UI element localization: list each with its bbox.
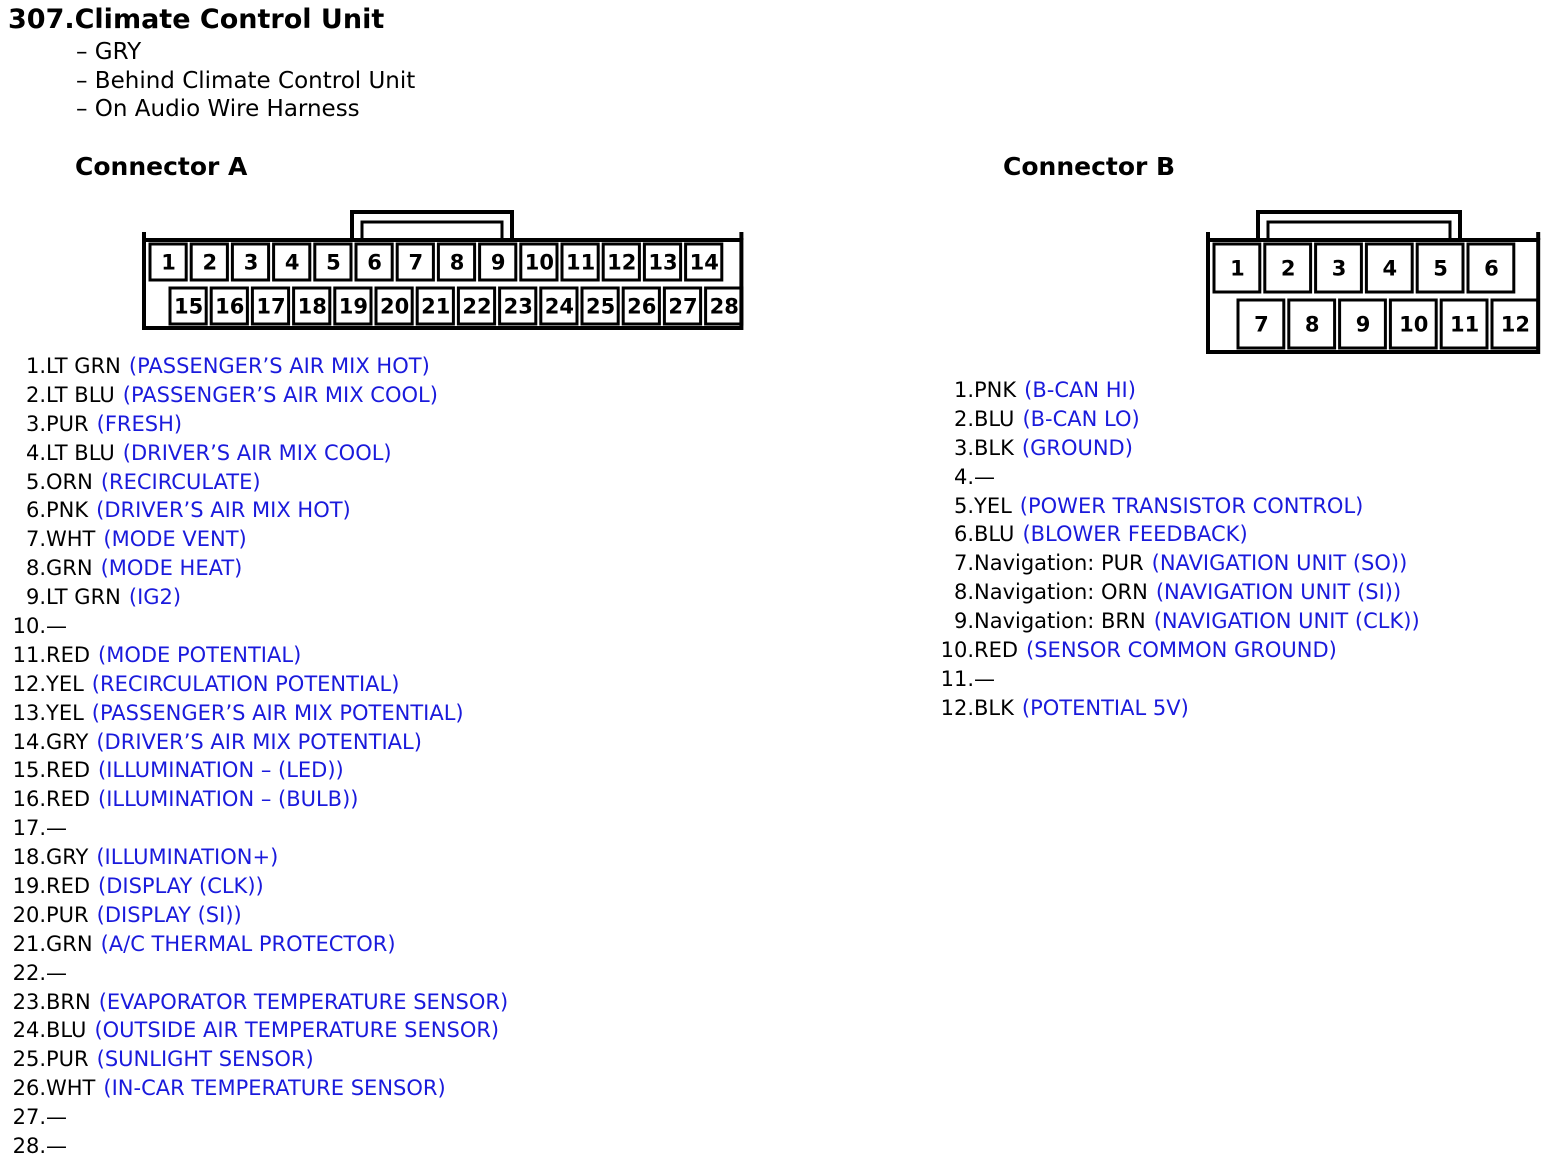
wire-color: WHT (46, 527, 96, 552)
wire-color: Navigation: BRN (974, 609, 1146, 634)
pin-row (12, 468, 508, 497)
wire-color: LT GRN (46, 354, 121, 378)
pin-cavity (294, 288, 330, 324)
connector-a-title: Connector A (75, 152, 248, 181)
pin-cavity (1238, 300, 1284, 348)
pin-row (940, 549, 1420, 578)
pin-row (12, 814, 508, 843)
pin-number: 8. (953, 580, 974, 605)
wire-color: BLU (974, 406, 1015, 431)
pin-number: 10. (940, 638, 974, 663)
pin-cavity (541, 288, 577, 324)
pin-number: 11. (12, 642, 46, 667)
pin-number-label: 18 (297, 294, 327, 319)
pin-row (12, 525, 508, 554)
pin-row (12, 352, 508, 381)
pin-description: (IN-CAR TEMPERATURE SENSOR) (103, 1076, 446, 1101)
pin-number: 13. (12, 700, 46, 725)
pin-row (940, 405, 1420, 434)
pin-row (12, 901, 508, 930)
pin-row (12, 554, 508, 583)
pin-number-label: 2 (1280, 256, 1296, 281)
wire-color: Navigation: ORN (974, 580, 1148, 605)
pin-number: 4. (953, 464, 974, 489)
pin-cavity (1468, 244, 1514, 292)
pin-cavity (1316, 244, 1362, 292)
wire-color: GRY (46, 845, 89, 870)
pin-number-label: 3 (1331, 256, 1347, 281)
wire-color: — (46, 1134, 67, 1159)
pin-description: (SUNLIGHT SENSOR) (96, 1047, 314, 1072)
pin-row (12, 930, 508, 959)
pin-number-label: 3 (243, 250, 259, 275)
pin-description: (MODE HEAT) (100, 556, 243, 581)
pin-row (12, 1103, 508, 1132)
pin-number: 7. (953, 551, 974, 576)
wire-color: RED (46, 874, 91, 899)
pin-number-label: 21 (421, 294, 451, 319)
pin-description: (MODE VENT) (103, 527, 247, 552)
wire-color: BLU (46, 1018, 87, 1043)
pin-cavity (1366, 244, 1412, 292)
pin-row (12, 410, 508, 439)
pin-number: 22. (12, 960, 46, 985)
pin-number-label: 17 (256, 294, 286, 319)
pin-number: 7. (25, 527, 46, 552)
pin-cavity (562, 244, 598, 280)
pin-number-label: 6 (367, 250, 382, 275)
pin-description: (RECIRCULATION POTENTIAL) (91, 671, 400, 696)
locking-tab-inner (1268, 222, 1450, 240)
wire-color: RED (46, 758, 91, 783)
pin-description: (ILLUMINATION – (LED)) (98, 758, 344, 783)
pin-row (940, 520, 1420, 549)
pin-row (12, 1045, 508, 1074)
pin-cavity (150, 244, 186, 280)
wire-color: — (974, 666, 995, 691)
pin-cavity (274, 244, 310, 280)
pin-number-label: 4 (284, 250, 300, 275)
pin-description: (DRIVER’S AIR MIX POTENTIAL) (96, 729, 422, 754)
wire-color: BLU (974, 522, 1015, 547)
locking-tab (1258, 212, 1460, 240)
pin-number-label: 26 (627, 294, 657, 319)
pin-number: 5. (953, 493, 974, 518)
wire-color: YEL (46, 700, 84, 725)
pin-number: 25. (12, 1047, 46, 1072)
pin-row (940, 665, 1420, 694)
pin-cavity (521, 244, 557, 280)
pin-description: (GROUND) (1021, 435, 1133, 460)
pin-number-label: 1 (1230, 256, 1245, 281)
pin-number-label: 6 (1484, 256, 1499, 281)
pin-description: (NAVIGATION UNIT (SO)) (1151, 551, 1408, 576)
pin-number: 26. (12, 1076, 46, 1101)
pin-number: 12. (12, 671, 46, 696)
pin-number: 9. (953, 609, 974, 634)
wire-color: BLK (974, 435, 1014, 460)
pin-cavity (376, 288, 412, 324)
pin-number: 3. (25, 411, 46, 436)
pin-cavity (170, 288, 206, 324)
pin-row (12, 843, 508, 872)
pin-number-label: 8 (1304, 312, 1320, 337)
pin-number-label: 7 (408, 250, 424, 275)
pin-cavity (1340, 300, 1386, 348)
wire-color: PUR (46, 902, 89, 927)
pin-row (940, 463, 1420, 492)
pin-number: 4. (25, 440, 46, 465)
wire-color: WHT (46, 1076, 96, 1101)
pin-number: 9. (25, 585, 46, 610)
pin-number: 19. (12, 874, 46, 899)
pin-number: 5. (25, 469, 46, 494)
wire-color: YEL (46, 671, 84, 696)
pin-number-label: 4 (1382, 256, 1398, 281)
pin-number-label: 10 (1399, 312, 1429, 337)
wire-color: — (46, 1105, 67, 1130)
note-color: – GRY (76, 39, 142, 65)
wire-color: RED (46, 787, 91, 812)
pin-number-label: 1 (161, 250, 176, 275)
pin-number-label: 20 (379, 294, 410, 319)
wire-color: PUR (46, 411, 89, 436)
wire-color: YEL (974, 493, 1012, 518)
connector-body (1208, 240, 1538, 352)
wire-color: — (46, 960, 67, 985)
wire-color: RED (46, 642, 91, 667)
pin-number: 6. (25, 498, 46, 523)
pin-row (940, 607, 1420, 636)
pin-cavity (1214, 244, 1260, 292)
pin-description: (BLOWER FEEDBACK) (1022, 522, 1248, 547)
pin-number-label: 25 (585, 294, 616, 319)
wire-color: GRN (46, 556, 93, 581)
pin-number: 1. (953, 378, 974, 402)
pin-number-label: 13 (648, 250, 678, 275)
pin-number-label: 10 (524, 250, 555, 275)
pin-number: 15. (12, 758, 46, 783)
pin-number-label: 16 (215, 294, 245, 319)
pin-row (12, 1132, 508, 1161)
pin-cavity (480, 244, 516, 280)
pin-row (940, 578, 1420, 607)
pin-number: 12. (940, 695, 974, 720)
pin-description: (DISPLAY (CLK)) (98, 874, 264, 899)
wire-color: GRN (46, 931, 93, 956)
page-title: 307.Climate Control Unit (8, 4, 385, 35)
pin-description: (PASSENGER’S AIR MIX HOT) (128, 354, 430, 378)
pin-row (940, 434, 1420, 463)
pin-number: 14. (12, 729, 46, 754)
connector-b-face (1208, 212, 1538, 352)
pin-row (940, 694, 1420, 723)
pin-number: 23. (12, 989, 46, 1014)
pin-cavity (252, 288, 288, 324)
pin-cavity (1289, 300, 1335, 348)
pin-number: 24. (12, 1018, 46, 1043)
wire-color: PNK (974, 378, 1017, 402)
pin-number: 27. (12, 1105, 46, 1130)
pin-cavity (438, 244, 474, 280)
pin-row (940, 492, 1420, 521)
wire-color: Navigation: PUR (974, 551, 1144, 576)
pin-number-label: 12 (1500, 312, 1531, 337)
pin-description: (B-CAN LO) (1022, 406, 1140, 431)
pin-number-label: 11 (565, 250, 596, 275)
pin-cavity (232, 244, 268, 280)
wire-color: RED (974, 638, 1019, 663)
pin-number-label: 8 (449, 250, 465, 275)
pin-cavity (500, 288, 536, 324)
pin-row (940, 636, 1420, 665)
pin-cavity (397, 244, 433, 280)
pin-description: (A/C THERMAL PROTECTOR) (100, 931, 396, 956)
wire-color: BRN (46, 989, 91, 1014)
connector-a-face (144, 212, 742, 328)
pin-description: (DRIVER’S AIR MIX HOT) (96, 498, 351, 523)
pin-number-label: 19 (338, 294, 369, 319)
pin-description: (POTENTIAL 5V) (1021, 695, 1189, 720)
pin-row (12, 756, 508, 785)
pin-cavity (1390, 300, 1436, 348)
pin-description: (PASSENGER’S AIR MIX COOL) (122, 382, 438, 407)
pin-number: 8. (25, 556, 46, 581)
pin-number: 21. (12, 931, 46, 956)
note-harness: – On Audio Wire Harness (76, 96, 360, 122)
pin-number-label: 28 (709, 294, 739, 319)
pin-cavity (335, 288, 371, 324)
pin-description: (NAVIGATION UNIT (CLK)) (1153, 609, 1420, 634)
wire-color: ORN (46, 469, 93, 494)
pin-cavity (1441, 300, 1487, 348)
connector-b-pin-list (940, 376, 1420, 723)
pin-row (12, 872, 508, 901)
note-location: – Behind Climate Control Unit (76, 67, 416, 94)
pin-cavity (356, 244, 392, 280)
pin-number: 18. (12, 845, 46, 870)
pin-number: 1. (25, 354, 46, 378)
pin-cavity (582, 288, 618, 324)
pin-description: (ILLUMINATION+) (96, 845, 279, 870)
pin-description: (IG2) (128, 585, 182, 610)
pin-description: (SENSOR COMMON GROUND) (1026, 638, 1337, 663)
locking-tab (352, 212, 512, 240)
pin-description: (FRESH) (96, 411, 183, 436)
pin-row (12, 641, 508, 670)
pin-cavity (1265, 244, 1311, 292)
pin-row (12, 439, 508, 468)
pin-row (12, 670, 508, 699)
pin-row (12, 728, 508, 757)
wire-color: PNK (46, 498, 89, 523)
pin-row (12, 583, 508, 612)
pin-row (12, 1016, 508, 1045)
pin-row (12, 785, 508, 814)
pin-number-label: 23 (503, 294, 533, 319)
pin-number-label: 12 (607, 250, 637, 275)
pin-number: 3. (953, 435, 974, 460)
pin-number-label: 9 (1355, 312, 1371, 337)
wire-color: PUR (46, 1047, 89, 1072)
pin-description: (MODE POTENTIAL) (98, 642, 302, 667)
pin-cavity (686, 244, 722, 280)
pin-cavity (644, 244, 680, 280)
wire-color: — (974, 464, 995, 489)
pin-cavity (603, 244, 639, 280)
pin-row (12, 1074, 508, 1103)
pin-cavity (458, 288, 494, 324)
wire-color: GRY (46, 729, 89, 754)
pin-number: 28. (12, 1134, 46, 1159)
pin-number-label: 22 (462, 294, 492, 319)
connector-a-pin-list (12, 352, 508, 1161)
wire-color: LT BLU (46, 440, 115, 465)
pin-description: (PASSENGER’S AIR MIX POTENTIAL) (91, 700, 464, 725)
pin-description: (DISPLAY (SI)) (96, 902, 242, 927)
wire-color: LT BLU (46, 382, 115, 407)
connector-body (144, 240, 741, 328)
pin-number: 2. (953, 406, 974, 431)
pin-row (12, 959, 508, 988)
pin-cavity (623, 288, 659, 324)
pin-description: (EVAPORATOR TEMPERATURE SENSOR) (98, 989, 509, 1014)
pin-cavity (664, 288, 700, 324)
pin-cavity (1492, 300, 1538, 348)
pin-description: (OUTSIDE AIR TEMPERATURE SENSOR) (94, 1018, 500, 1043)
pin-description: (B-CAN HI) (1024, 378, 1136, 402)
wire-color: — (46, 816, 67, 841)
pin-number-label: 27 (668, 294, 698, 319)
pin-number: 6. (953, 522, 974, 547)
pin-cavity (191, 244, 227, 280)
pin-row (12, 612, 508, 641)
pin-cavity (1417, 244, 1463, 292)
pin-number: 17. (12, 816, 46, 841)
pin-cavity (211, 288, 247, 324)
pin-number: 11. (940, 666, 974, 691)
pin-number-label: 2 (202, 250, 218, 275)
pin-number-label: 7 (1254, 312, 1269, 337)
pin-row (12, 699, 508, 728)
pin-number: 2. (25, 382, 46, 407)
pin-description: (DRIVER’S AIR MIX COOL) (122, 440, 392, 465)
pin-row (12, 496, 508, 525)
pin-number-label: 15 (173, 294, 204, 319)
pin-number-label: 24 (544, 294, 575, 319)
pin-cavity (417, 288, 453, 324)
pin-description: (RECIRCULATE) (100, 469, 261, 494)
pin-number-label: 11 (1449, 312, 1480, 337)
pin-description: (POWER TRANSISTOR CONTROL) (1019, 493, 1364, 518)
connector-b-title: Connector B (1003, 152, 1176, 181)
pin-number-label: 14 (689, 250, 719, 275)
wire-color: BLK (974, 695, 1014, 720)
locking-tab-inner (362, 222, 502, 240)
pin-number-label: 9 (490, 250, 506, 275)
pin-description: (NAVIGATION UNIT (SI)) (1155, 580, 1402, 605)
pin-row (12, 381, 508, 410)
pin-cavity (706, 288, 742, 324)
pin-description: (ILLUMINATION – (BULB)) (98, 787, 359, 812)
pin-row (940, 376, 1420, 405)
pin-number: 16. (12, 787, 46, 812)
wire-color: LT GRN (46, 585, 121, 610)
pin-number: 10. (12, 614, 46, 639)
pin-number: 20. (12, 902, 46, 927)
pin-number-label: 5 (1433, 256, 1448, 281)
location-notes (76, 38, 415, 124)
pin-number-label: 5 (326, 250, 341, 275)
wire-color: — (46, 614, 67, 639)
pin-cavity (315, 244, 351, 280)
pin-row (12, 988, 508, 1017)
